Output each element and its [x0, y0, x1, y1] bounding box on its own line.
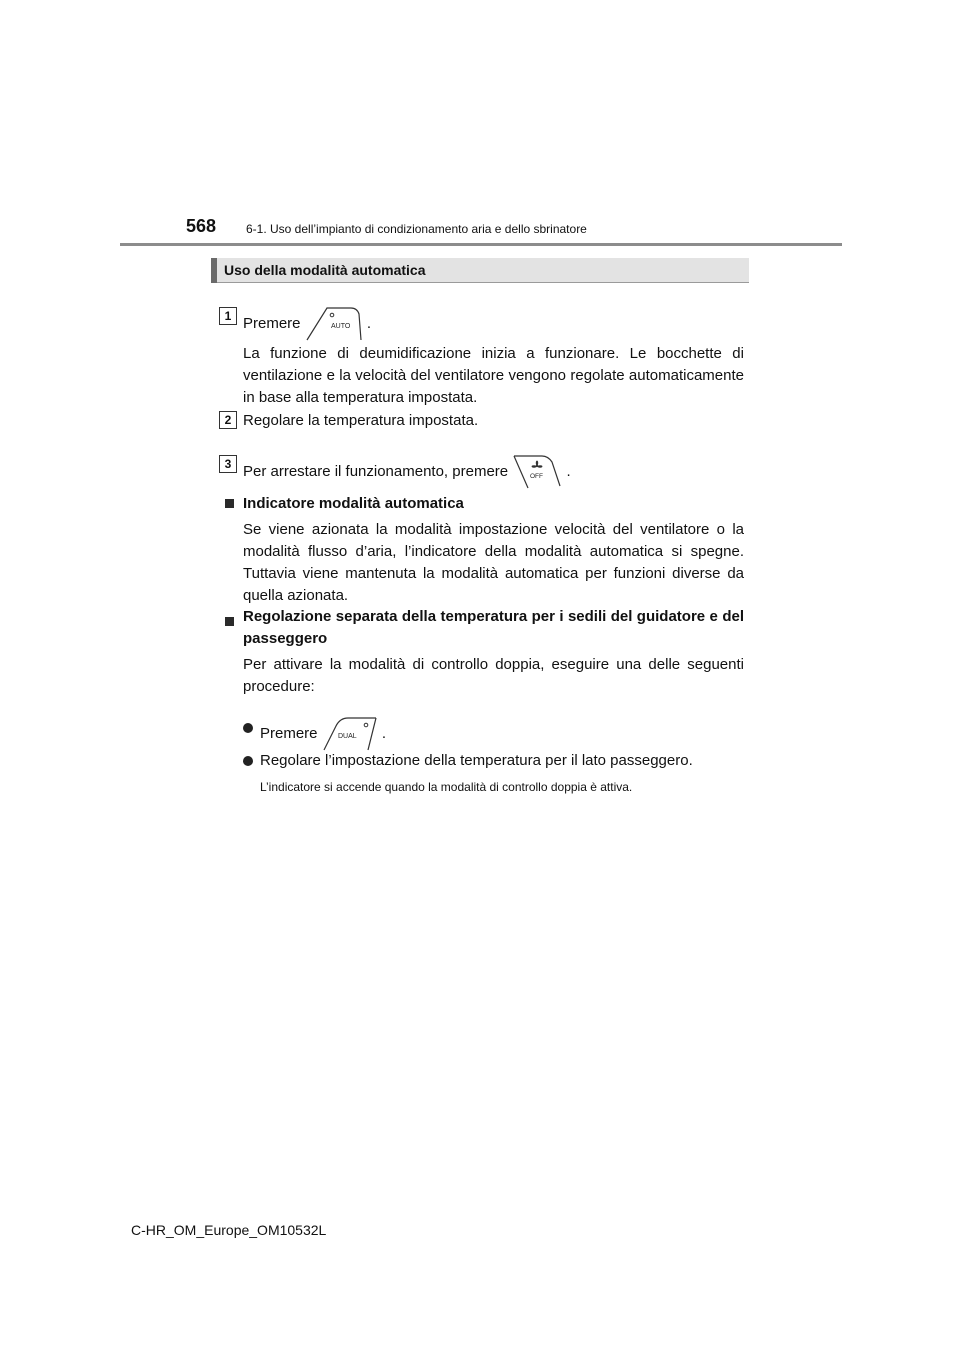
info-title-auto-indicator: Indicatore modalità automatica — [243, 495, 464, 512]
step-3-prefix: Per arrestare il funzionamento, premere — [243, 462, 509, 480]
step-1-prefix: Premere — [243, 314, 301, 332]
info-square-bullet-1 — [225, 499, 234, 508]
step-2-text: Regolare la temperatura impostata. — [243, 412, 479, 429]
step-1-instruction — [243, 306, 371, 342]
step-1-detail: La funzione di deumidificazione inizia a funzionare. Le bocchette di ventilazione e la velocità del ventilatore vengono regolate automaticamente in base alla temperatura impostata. — [243, 345, 744, 406]
dual-bullet-prefix: Premere — [260, 724, 318, 742]
info-body-dual-temperature: Per attivare la modalità di controllo doppia, eseguire una delle seguenti procedure: — [243, 656, 744, 695]
off-button-icon — [512, 454, 562, 490]
dual-bullet-suffix: . — [381, 724, 387, 742]
dual-mode-note: L’indicatore si accende quando la modalità di controllo doppia è attiva. — [260, 780, 633, 794]
section-heading: Uso della modalità automatica — [224, 262, 426, 278]
dual-button-label: DUAL — [337, 733, 357, 740]
section-heading-box — [211, 258, 749, 283]
step-number-1: 1 — [219, 307, 237, 325]
bullet-dot-1 — [243, 723, 253, 733]
page-number: 568 — [186, 216, 217, 236]
step-3-instruction — [243, 454, 571, 490]
auto-button-icon — [305, 306, 363, 342]
heading-accent-bar — [211, 258, 217, 283]
header-rule — [120, 243, 842, 246]
info-title-dual-temperature: Regolazione separata della temperatura per i sedili del guidatore e del passeggero — [243, 608, 744, 647]
document-code-footer: C-HR_OM_Europe_OM10532L — [131, 1222, 327, 1238]
dual-bullet-instruction — [260, 716, 386, 752]
off-button-label: OFF — [530, 473, 544, 480]
dual-button-icon — [322, 716, 378, 752]
info-square-bullet-2 — [225, 617, 234, 626]
info-body-auto-indicator: Se viene azionata la modalità impostazione velocità del ventilatore o la modalità flusso d’aria, l’indicatore della modalità automatica si spegne. Tuttavia viene mantenuta la modalità automatica per funzioni diverse da quella azionata. — [243, 521, 744, 604]
bullet-dot-2 — [243, 756, 253, 766]
step-1-suffix: . — [366, 314, 372, 332]
step-number-3: 3 — [219, 455, 237, 473]
auto-button-label: AUTO — [330, 323, 351, 330]
fan-icon — [532, 461, 543, 468]
passenger-bullet-text: Regolare l’impostazione della temperatura per il lato passeggero. — [260, 752, 693, 769]
section-path: 6-1. Uso dell’impianto di condizionamento aria e dello sbrinatore — [246, 222, 587, 236]
step-3-suffix: . — [566, 462, 571, 480]
step-number-2: 2 — [219, 411, 237, 429]
